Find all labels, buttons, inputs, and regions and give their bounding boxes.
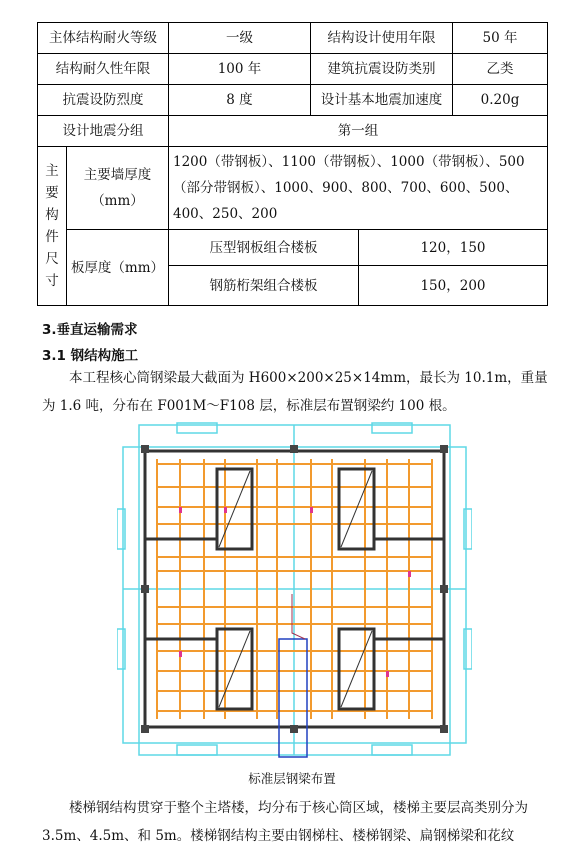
seismic-group-value: 第一组 <box>169 116 548 147</box>
slab-thickness-label: 板厚度（mm） <box>67 230 169 306</box>
seismic-category-label: 建筑抗震设防类别 <box>311 54 453 85</box>
section-heading-vertical-transport: 3.垂直运输需求 <box>42 322 138 338</box>
figure-caption: 标准层钢梁布置 <box>248 771 336 786</box>
seismic-category-value: 乙类 <box>453 54 548 85</box>
fire-rating-label: 主体结构耐火等级 <box>38 23 169 54</box>
structure-spec-table <box>37 22 548 306</box>
slab1-thickness: 120，150 <box>359 230 548 266</box>
paragraph-steel-beams: 本工程核心筒钢梁最大截面为 H600×200×25×14mm，最长为 10.1m，重量为 1.6 吨，分布在 F001M～F108 层，标准层布置钢梁约 100 根。 <box>42 370 548 414</box>
slab2-thickness: 150，200 <box>359 266 548 306</box>
section-heading-steel-structure: 3.1 钢结构施工 <box>42 348 139 364</box>
seismic-intensity-label: 抗震设防烈度 <box>38 85 169 116</box>
design-life-value: 50 年 <box>453 23 548 54</box>
wall-thickness-label: 主要墙厚度 （mm） <box>67 147 169 230</box>
fire-rating-value: 一级 <box>169 23 311 54</box>
seismic-acceleration-label: 设计基本地震加速度 <box>311 85 453 116</box>
seismic-group-label: 设计地震分组 <box>38 116 169 147</box>
design-life-label: 结构设计使用年限 <box>311 23 453 54</box>
wall-thickness-values: 1200（带钢板）、1100（带钢板）、1000（带钢板）、500（部分带钢板）、1000、900、800、700、600、500、400、250、200 <box>169 147 548 230</box>
seismic-intensity-value: 8 度 <box>169 85 311 116</box>
standard-floor-beam-plan <box>117 419 472 759</box>
grid-lines <box>117 423 472 755</box>
main-members-label: 主 要 构 件 尺 寸 <box>38 147 67 306</box>
slab2-type: 钢筋桁架组合楼板 <box>169 266 359 306</box>
durability-value: 100 年 <box>169 54 311 85</box>
seismic-acceleration-value: 0.20g <box>453 85 548 116</box>
paragraph-stair-structure: 楼梯钢结构贯穿于整个主塔楼，均分布于核心筒区域，楼梯主要层高类别分为 3.5m、4.5m、和 5m。楼梯钢结构主要由钢梯柱、楼梯钢梁、扁钢梯梁和花纹 <box>42 800 528 844</box>
slab1-type: 压型钢板组合楼板 <box>169 230 359 266</box>
durability-label: 结构耐久性年限 <box>38 54 169 85</box>
